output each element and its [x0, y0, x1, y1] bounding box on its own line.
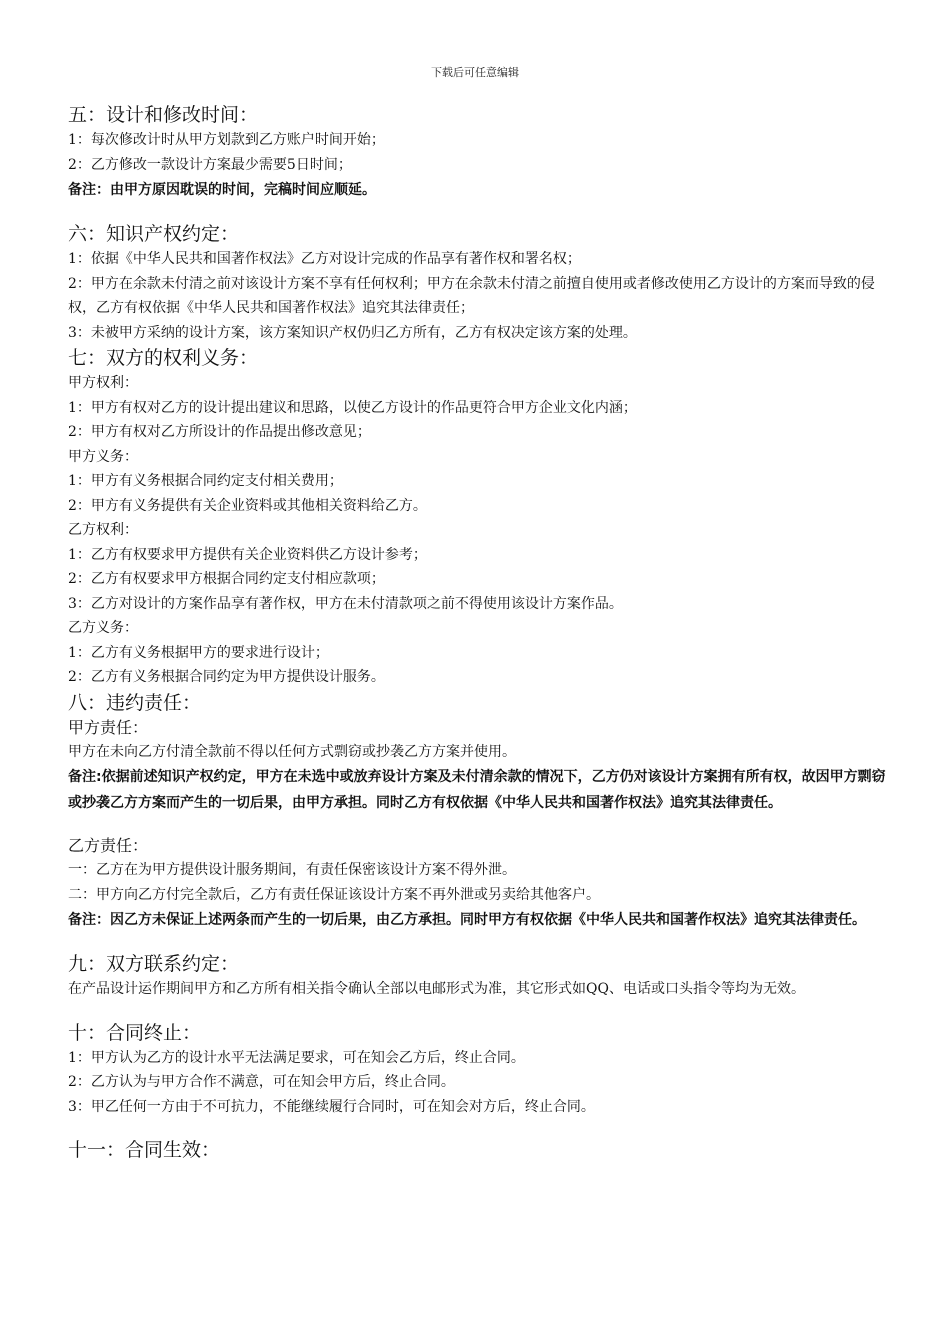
- section-9-text: 在产品设计运作期间甲方和乙方所有相关指令确认全部以电邮形式为准，其它形式如QQ、电话或口头指令等均为无效。: [68, 981, 805, 997]
- party-a-duties-item: 1：甲方有义务根据合同约定支付相关费用；: [68, 473, 343, 489]
- section-5-title: 五：设计和修改时间：: [68, 104, 259, 126]
- party-a-rights-item: 1：甲方有权对乙方的设计提出建议和思路，以使乙方设计的作品更符合甲方企业文化内涵；: [68, 399, 637, 416]
- section-6-item: 2：甲方在余款未付清之前对该设计方案不享有任何权利；甲方在余款未付清之前擅自使用或者修改使用乙方设计的方案而导致的侵权，乙方有权依据《中华人民共和国著作权法》追究其法律责任；: [68, 275, 875, 316]
- party-b-liability-label: 乙方责任：: [68, 836, 149, 855]
- section-10-item: 3：甲乙任何一方由于不可抗力，不能继续履行合同时，可在知会对方后，终止合同。: [68, 1098, 595, 1115]
- section-9-title: 九：双方联系约定：: [68, 953, 240, 975]
- section-6-item: 3：未被甲方采纳的设计方案，该方案知识产权仍归乙方所有，乙方有权决定该方案的处理。: [68, 324, 637, 341]
- party-a-liability-text: 甲方在未向乙方付清全款前不得以任何方式剽窃或抄袭乙方方案并使用。: [68, 743, 516, 760]
- party-b-liability-item: 一：乙方在为甲方提供设计服务期间，有责任保密该设计方案不得外泄。: [68, 862, 516, 878]
- section-8-title: 八：违约责任：: [68, 691, 202, 714]
- party-a-liability-label: 甲方责任：: [68, 717, 149, 737]
- section-11-title: 十一：合同生效：: [68, 1139, 221, 1161]
- party-a-rights-label: 甲方权利：: [68, 375, 138, 391]
- party-b-rights-label: 乙方权利：: [68, 522, 138, 538]
- section-10-item: 1：甲方认为乙方的设计水平无法满足要求，可在知会乙方后，终止合同。: [68, 1049, 525, 1066]
- party-b-liability-note: 备注：因乙方未保证上述两条而产生的一切后果，由乙方承担。同时甲方有权依据《中华人民共和国著作权法》追究其法律责任。: [68, 912, 866, 928]
- section-6-item: 1：依据《中华人民共和国著作权法》乙方对设计完成的作品享有著作权和署名权；: [68, 251, 581, 267]
- party-b-rights-item: 3：乙方对设计的方案作品享有著作权，甲方在未付清款项之前不得使用该设计方案作品。: [68, 595, 623, 612]
- section-5-item: 2：乙方修改一款设计方案最少需要5日时间；: [68, 156, 352, 173]
- party-a-duties-label: 甲方义务：: [68, 448, 138, 465]
- party-a-liability-note: 备注:依据前述知识产权约定，甲方在未选中或放弃设计方案及未付清余款的情况下，乙方仍对该设计方案拥有所有权，故因甲方剽窃或抄袭乙方方案而产生的一切后果，由甲方承担。同时乙方有权依据《中华人民共和国著作权法》追究其法律责任。: [68, 769, 886, 811]
- party-b-duties-item: 2：乙方有义务根据合同约定为甲方提供设计服务。: [68, 669, 385, 685]
- party-b-rights-item: 2：乙方有权要求甲方根据合同约定支付相应款项；: [68, 571, 385, 587]
- party-b-rights-item: 1：乙方有权要求甲方提供有关企业资料供乙方设计参考；: [68, 546, 427, 563]
- section-5-note: 备注：由甲方原因耽误的时间，完稿时间应顺延。: [68, 182, 376, 198]
- document-body: [68, 102, 888, 1163]
- section-10-item: 2：乙方认为与甲方合作不满意，可在知会甲方后，终止合同。: [68, 1074, 455, 1090]
- section-6-title: 六：知识产权约定：: [68, 223, 240, 245]
- party-b-liability-item: 二：甲方向乙方付完全款后，乙方有责任保证该设计方案不再外泄或另卖给其他客户。: [68, 886, 600, 903]
- party-a-rights-item: 2：甲方有权对乙方所设计的作品提出修改意见；: [68, 424, 371, 440]
- page-header: 下载后可任意编辑: [431, 66, 519, 79]
- section-5-item: 1：每次修改计时从甲方划款到乙方账户时间开始；: [68, 132, 385, 148]
- party-b-duties-item: 1：乙方有义务根据甲方的要求进行设计；: [68, 644, 329, 661]
- section-7-title: 七：双方的权利义务：: [68, 347, 259, 369]
- party-a-duties-item: 2：甲方有义务提供有关企业资料或其他相关资料给乙方。: [68, 497, 427, 514]
- party-b-duties-label: 乙方义务：: [68, 620, 138, 636]
- section-10-title: 十：合同终止：: [68, 1021, 202, 1044]
